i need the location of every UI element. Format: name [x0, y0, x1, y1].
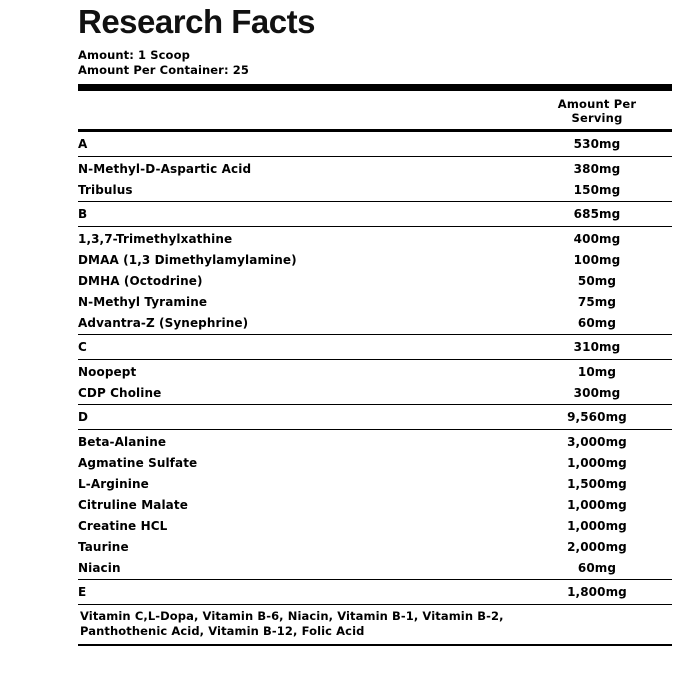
table-row: [78, 292, 672, 313]
group-name: E: [78, 580, 522, 605]
table-row: [78, 335, 672, 360]
ingredient-amount: 1,000mg: [567, 498, 627, 512]
ingredient-amount: 10mg: [522, 360, 672, 384]
table-row: [78, 430, 672, 454]
table-row: [78, 580, 672, 605]
ingredient-amount: 75mg: [577, 295, 617, 309]
table-row: [78, 360, 672, 384]
ingredient-name: 1,3,7-Trimethylxathine: [78, 227, 522, 251]
ingredient-amount: 400mg: [522, 227, 672, 251]
column-header: [78, 91, 672, 129]
group-amount: 9,560mg: [522, 405, 672, 430]
divider-thick-top: [78, 84, 672, 91]
group-name: A: [78, 137, 88, 151]
table-row: [78, 132, 672, 157]
ingredient-name: Taurine: [78, 540, 129, 554]
group-amount: 685mg: [522, 202, 672, 227]
ingredient-name: Citruline Malate: [78, 498, 188, 512]
table-row: [78, 383, 672, 405]
group-name: D: [78, 405, 522, 430]
table-row: [78, 227, 672, 251]
ingredient-amount: 150mg: [573, 183, 621, 197]
ingredient-name: Niacin: [78, 561, 121, 575]
group-amount: 310mg: [522, 335, 672, 360]
table-row: [78, 537, 672, 558]
ingredient-amount: 100mg: [573, 253, 621, 267]
ingredient-name: DMHA (Octodrine): [78, 274, 203, 288]
ingredient-amount: 50mg: [577, 274, 617, 288]
group-name: B: [78, 202, 522, 227]
ingredient-amount: 2,000mg: [567, 540, 627, 554]
table-row: [78, 157, 672, 181]
table-row: [78, 180, 672, 202]
group-name: C: [78, 335, 522, 360]
group-amount: 530mg: [573, 137, 621, 151]
ingredient-name: DMAA (1,3 Dimethylamylamine): [78, 253, 297, 267]
ingredient-name: CDP Choline: [78, 386, 162, 400]
table-row: [78, 313, 672, 335]
ingredient-amount: 380mg: [522, 157, 672, 181]
ingredient-amount: 1,000mg: [567, 519, 627, 533]
ingredient-amount: 3,000mg: [522, 430, 672, 454]
servings-per-container-line: Amount Per Container: 25: [78, 63, 249, 77]
ingredient-name: Advantra-Z (Synephrine): [78, 316, 249, 330]
table-row: [78, 474, 672, 495]
ingredient-amount: 60mg: [577, 561, 617, 575]
ingredient-name: Tribulus: [78, 183, 133, 197]
ingredient-amount: 1,000mg: [567, 456, 627, 470]
ingredient-name: N-Methyl Tyramine: [78, 295, 208, 309]
ingredient-name: Creatine HCL: [78, 519, 168, 533]
footnote-line1: Vitamin C,L-Dopa, Vitamin B-6, Niacin, Vitamin B-1, Vitamin B-2,: [80, 609, 504, 623]
table-row: [78, 202, 672, 227]
panel-tail-space: [78, 646, 672, 662]
table-row: [78, 495, 672, 516]
amount-per-serving-header-line1: Amount Per: [557, 97, 637, 111]
group-amount: 1,800mg: [522, 580, 672, 605]
ingredient-amount: 60mg: [577, 316, 617, 330]
ingredient-name: Noopept: [78, 360, 522, 384]
table-row: [78, 453, 672, 474]
ingredient-table: [78, 132, 672, 604]
ingredient-name: Beta-Alanine: [78, 430, 522, 454]
table-row: [78, 250, 672, 271]
serving-size-line: Amount: 1 Scoop: [78, 48, 190, 62]
footnote-line2: Panthothenic Acid, Vitamin B-12, Folic Acid: [80, 624, 365, 638]
table-row: [78, 516, 672, 537]
ingredient-amount: 300mg: [573, 386, 621, 400]
ingredient-amount: 1,500mg: [567, 477, 627, 491]
serving-info: [78, 48, 672, 78]
ingredient-name: L-Arginine: [78, 477, 149, 491]
footnote: [78, 605, 672, 644]
amount-per-serving-header-line2: Serving: [571, 111, 623, 125]
page-title: Research Facts: [78, 3, 315, 40]
ingredient-name: N-Methyl-D-Aspartic Acid: [78, 157, 522, 181]
table-row: [78, 271, 672, 292]
table-row: [78, 405, 672, 430]
amount-per-serving-header: [522, 97, 672, 125]
ingredient-name: Agmatine Sulfate: [78, 456, 198, 470]
table-row: [78, 558, 672, 580]
